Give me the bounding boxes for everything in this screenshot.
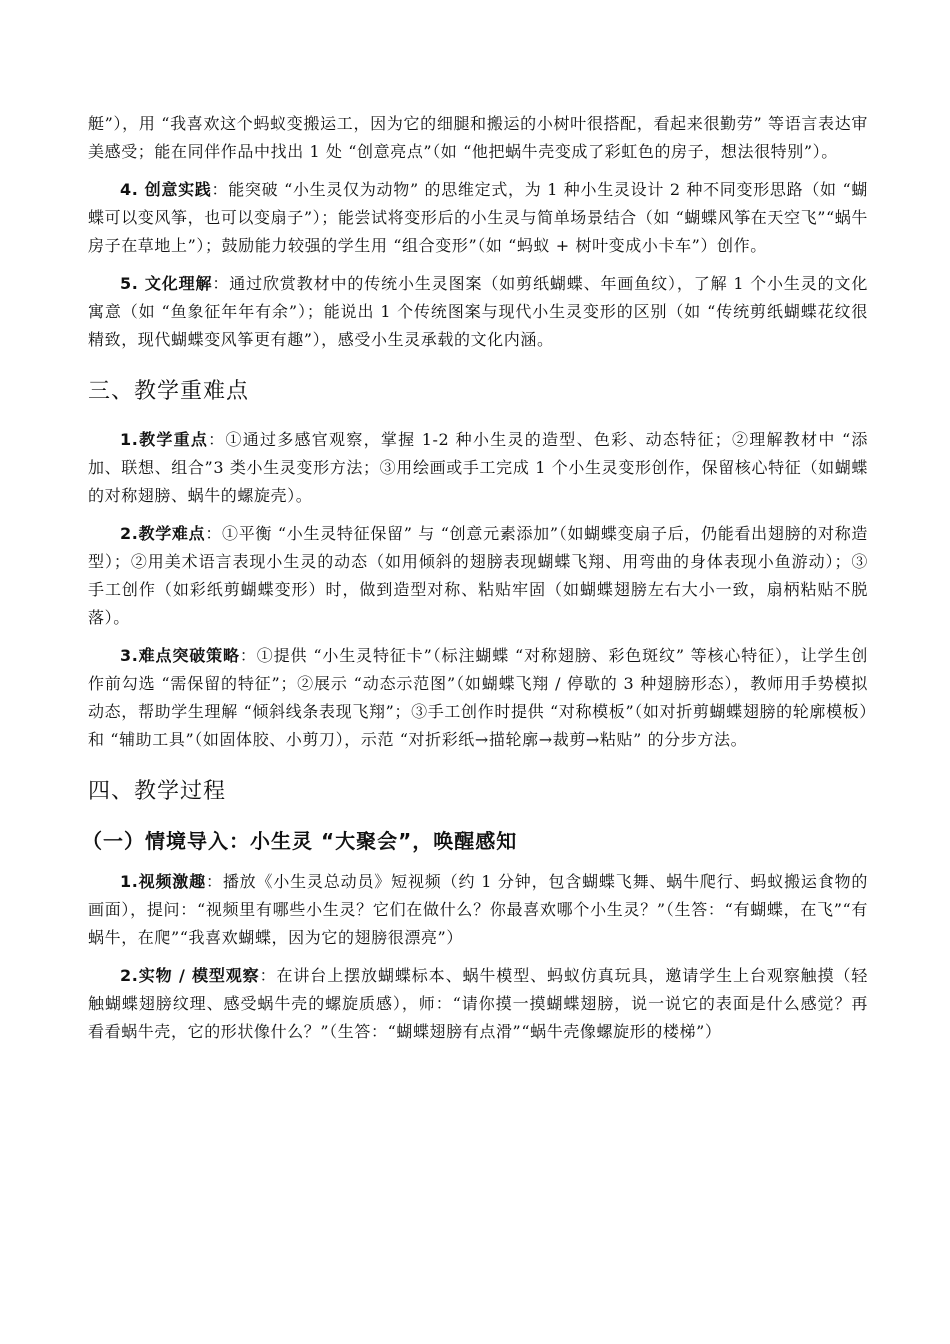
difficulty-strategy-label: 3.难点突破策略 <box>120 646 240 665</box>
paragraph-teaching-difficulty <box>88 520 868 632</box>
paragraph-aesthetic-continuation: 艇”），用 “我喜欢这个蚂蚁变搬运工，因为它的细腿和搬运的小树叶很搭配，看起来很勤劳” 等语言表达审美感受；能在同伴作品中找出 1 处 “创意亮点”（如 “他把蜗牛壳变成了彩虹色的房子，想法很特别”）。 <box>88 114 868 161</box>
creative-practice-text: ：能突破 “小生灵仅为动物” 的思维定式，为 1 种小生灵设计 2 种不同变形思路（如 “蝴蝶可以变风筝，也可以变扇子”）；能尝试将变形后的小生灵与简单场景结合（如 “蝴蝶风筝在天空飞”“蜗牛房子在草地上”）；鼓励能力较强的学生用 “组合变形”（如 “蚂蚁 + 树叶变成小卡车”）创作。 <box>88 180 869 255</box>
document-page <box>82 110 869 1056</box>
paragraph-cultural-understanding <box>88 270 868 354</box>
cultural-understanding-label: 5. 文化理解 <box>120 274 213 293</box>
model-observation-text: ：在讲台上摆放蝴蝶标本、蜗牛模型、蚂蚁仿真玩具，邀请学生上台观察触摸（轻触蝴蝶翅膀纹理、感受蜗牛壳的螺旋质感），师：“请你摸一摸蝴蝶翅膀，说一说它的表面是什么感觉？再看看蜗牛壳，它的形状像什么？”（生答：“蝴蝶翅膀有点滑”“蜗牛壳像螺旋形的楼梯”） <box>88 966 868 1041</box>
video-interest-text: ：播放《小生灵总动员》短视频（约 1 分钟，包含蝴蝶飞舞、蜗牛爬行、蚂蚁搬运食物的画面），提问：“视频里有哪些小生灵？它们在做什么？你最喜欢哪个小生灵？”（生答：“有蝴蝶，在飞”“有蜗牛，在爬”“我喜欢蝴蝶，因为它的翅膀很漂亮”） <box>88 872 869 947</box>
cultural-understanding-text: ：通过欣赏教材中的传统小生灵图案（如剪纸蝴蝶、年画鱼纹），了解 1 个小生灵的文化寓意（如 “鱼象征年年有余”）；能说出 1 个传统图案与现代小生灵变形的区别（如 “传统剪纸蝴蝶花纹很精致，现代蝴蝶变风筝更有趣”），感受小生灵承载的文化内涵。 <box>88 274 869 349</box>
difficulty-strategy-text: ：①提供 “小生灵特征卡”（标注蝴蝶 “对称翅膀、彩色斑纹” 等核心特征），让学生创作前勾选 “需保留的特征”；②展示 “动态示范图”（如蝴蝶飞翔 / 停歇的 3 种翅膀形态），教师用手势模拟动态，帮助学生理解 “倾斜线条表现飞翔”；③手工创作时提供 “对称模板”（如对折剪蝴蝶翅膀的轮廓模板）和 “辅助工具”（如固体胶、小剪刀），示范 “对折彩纸→描轮廓→裁剪→粘贴” 的分步方法。 <box>88 646 868 749</box>
video-interest-label: 1.视频激趣 <box>120 872 206 891</box>
teaching-focus-text: ：①通过多感官观察，掌握 1-2 种小生灵的造型、色彩、动态特征；②理解教材中 “添加、联想、组合”3 类小生灵变形方法；③用绘画或手工完成 1 个小生灵变形创作，保留核心特征（如蝴蝶的对称翅膀、蜗牛的螺旋壳）。 <box>88 430 869 505</box>
paragraph-teaching-focus <box>88 426 868 510</box>
subsection-heading-scenario-intro: （一）情境导入：小生灵 “大聚会”，唤醒感知 <box>82 829 518 853</box>
teaching-difficulty-text: ：①平衡 “小生灵特征保留” 与 “创意元素添加”（如蝴蝶变扇子后，仍能看出翅膀的对称造型）；②用美术语言表现小生灵的动态（如用倾斜的翅膀表现蝴蝶飞翔、用弯曲的身体表现小鱼游动）；③手工创作（如彩纸剪蝴蝶变形）时，做到造型对称、粘贴牢固（如蝴蝶翅膀左右大小一致，扇柄粘贴不脱落）。 <box>88 524 868 627</box>
model-observation-label: 2.实物 / 模型观察 <box>120 966 260 985</box>
section-heading-key-difficult-points: 三、教学重难点 <box>88 379 250 404</box>
section-heading-teaching-process: 四、教学过程 <box>88 779 227 804</box>
paragraph-model-observation <box>88 962 868 1046</box>
paragraph-video-interest <box>88 868 868 952</box>
paragraph-creative-practice <box>88 176 868 260</box>
teaching-focus-label: 1.教学重点 <box>120 430 209 449</box>
teaching-difficulty-label: 2.教学难点 <box>120 524 206 543</box>
paragraph-difficulty-strategy <box>88 642 868 754</box>
creative-practice-label: 4. 创意实践 <box>120 180 212 199</box>
